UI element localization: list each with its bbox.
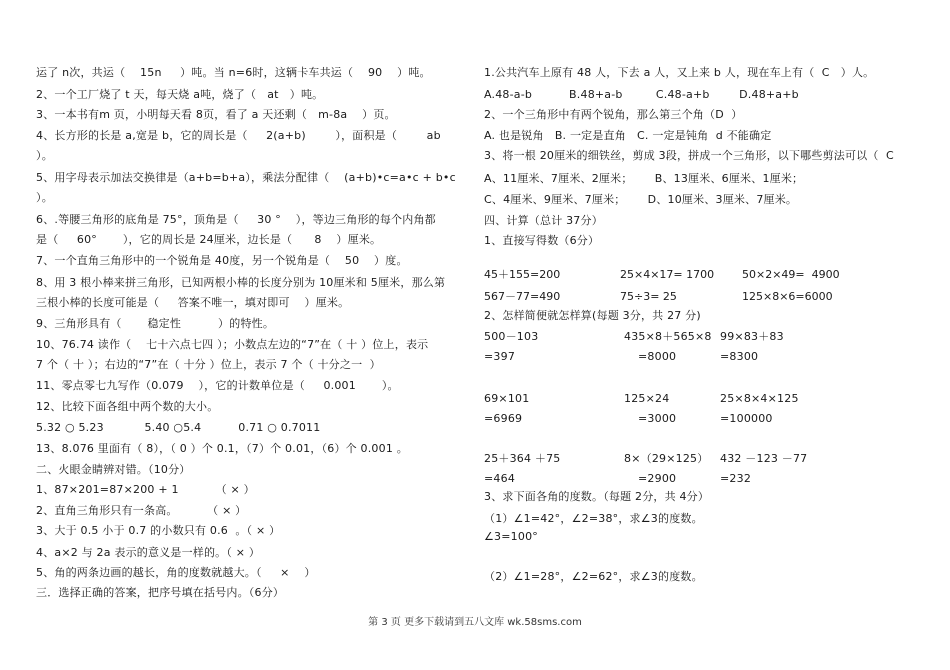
right-line: 2、一个三角形中有两个锐角，那么第三个角（D ）: [484, 108, 743, 121]
right-line: 1、直接写得数（6分）: [484, 234, 600, 247]
left-line: 三根小棒的长度可能是（ 答案不唯一，填对即可 ）厘米。: [36, 296, 350, 309]
calc-result: =8000: [638, 350, 677, 363]
left-line: 5.32 ○ 5.23 5.40 ○5.4 0.71 ○ 0.7011: [36, 421, 321, 434]
left-line: 1、87×201=87×200 + 1 （ × ）: [36, 483, 255, 496]
angle2-question: （2）∠1=28°，∠2=62°，求∠3的度数。: [484, 570, 703, 583]
calc-expression: 435×8＋565×8: [624, 330, 712, 343]
left-line: 10、76.74 读作（ 七十六点七四 ）；小数点左边的“7”在（ 十 ）位上，表示: [36, 338, 429, 351]
calc-result: =2900: [638, 472, 677, 485]
angle1-answer: ∠3=100°: [484, 530, 538, 543]
calc-expression: 25＋364 ＋75: [484, 452, 561, 465]
right-line: A、11厘米、7厘米、2厘米； B、13厘米、6厘米、1厘米；: [484, 172, 804, 185]
page-footer: 第 3 页 更多下载请到五八文库 wk.58sms.com: [368, 617, 582, 628]
right-line: 四、计算（总计 37分）: [484, 214, 603, 227]
calc-expression: 8×（29×125）: [624, 452, 709, 465]
left-line: 7、一个直角三角形中的一个锐角是 40度，另一个锐角是（ 50 ）度。: [36, 254, 408, 267]
right-line: 1.公共汽车上原有 48 人，下去 a 人，又上来 b 人，现在车上有（ C ）人。: [484, 66, 875, 79]
left-line: 4、a×2 与 2a 表示的意义是一样的。（ × ）: [36, 546, 261, 559]
direct-item: 50×2×49= 4900: [742, 268, 840, 281]
calc-expression: 99×83＋83: [720, 330, 784, 343]
calc-expression: 69×101: [484, 392, 530, 405]
calc-result: =6969: [484, 412, 523, 425]
left-line: 12、比较下面各组中两个数的大小。: [36, 400, 219, 413]
right-line: C、4厘米、9厘米、7厘米； D、10厘米、3厘米、7厘米。: [484, 193, 798, 206]
calc-expression: 125×24: [624, 392, 670, 405]
direct-item: 25×4×17= 1700: [620, 268, 715, 281]
calc-result: =3000: [638, 412, 677, 425]
right-line: A. 也是锐角 B. 一定是直角 C. 一定是钝角 d 不能确定: [484, 129, 772, 142]
left-line: 8、用 3 根小棒来拼三角形，已知两根小棒的长度分别为 10厘米和 5厘米，那么第: [36, 276, 446, 289]
left-line: 是（ 60° ），它的周长是 24厘米，边长是（ 8 ）厘米。: [36, 233, 382, 246]
calc-result: =232: [720, 472, 752, 485]
calc-result: =100000: [720, 412, 773, 425]
left-line: ）。: [36, 149, 53, 162]
direct-item: 125×8×6=6000: [742, 290, 833, 303]
left-line: 运了 n次，共运（ 15n ）吨。当 n=6时，这辆卡车共运（ 90 ）吨。: [36, 66, 431, 79]
left-line: 9、三角形具有（ 稳定性 ）的特性。: [36, 317, 275, 330]
direct-item: 75÷3= 25: [620, 290, 677, 303]
left-line: 2、直角三角形只有一条高。 （ × ）: [36, 504, 247, 517]
angle1-question: （1）∠1=42°，∠2=38°，求∠3的度数。: [484, 512, 703, 525]
right-line: 3、将一根 20厘米的细铁丝，剪成 3段，拼成一个三角形，以下哪些剪法可以（ C: [484, 149, 894, 162]
calc-result: =8300: [720, 350, 759, 363]
calc-expression: 432 －123 －77: [720, 452, 808, 465]
calc-result: =397: [484, 350, 516, 363]
left-line: 6、.等腰三角形的底角是 75°，顶角是（ 30 ° ），等边三角形的每个内角都: [36, 213, 436, 226]
left-line: 二、火眼金睛辨对错。（10分）: [36, 463, 191, 476]
left-line: ）。: [36, 191, 53, 204]
left-line: 13、8.076 里面有（ 8），（ 0 ）个 0.1，（7）个 0.01，（6）个 0.001 。: [36, 442, 408, 455]
left-line: 3、一本书有m 页，小明每天看 8页，看了 a 天还剩（ m-8a ）页。: [36, 108, 396, 121]
calc-expression: 500－103: [484, 330, 539, 343]
left-line: 11、零点零七九写作（0.079 ），它的计数单位是（ 0.001 ）。: [36, 379, 399, 392]
right-line: A.48-a-b B.48+a-b C.48-a+b D.48+a+b: [484, 88, 799, 101]
left-line: 三．选择正确的答案，把序号填在括号内。（6分）: [36, 586, 285, 599]
left-line: 5、用字母表示加法交换律是（a+b=b+a），乘法分配律（ (a+b)•c=a•c + b•c: [36, 171, 456, 184]
left-line: 2、一个工厂烧了 t 天，每天烧 a吨，烧了（ at ）吨。: [36, 88, 324, 101]
direct-item: 45＋155=200: [484, 268, 561, 281]
calc-result: =464: [484, 472, 516, 485]
left-line: 3、大于 0.5 小于 0.7 的小数只有 0.6 。（ × ）: [36, 524, 281, 537]
direct-item: 567－77=490: [484, 290, 561, 303]
calc-expression: 25×8×4×125: [720, 392, 799, 405]
left-line: 5、角的两条边画的越长，角的度数就越大。（ × ）: [36, 566, 316, 579]
section2-title: 2、怎样简便就怎样算(每题 3分，共 27 分): [484, 309, 701, 322]
left-line: 7 个（ 十 ）；右边的“7”在（ 十分 ）位上，表示 7 个（ 十分之一 ）: [36, 358, 381, 371]
section3-title: 3、求下面各角的度数。（每题 2分，共 4分）: [484, 490, 710, 503]
left-line: 4、长方形的长是 a,宽是 b，它的周长是（ 2(a+b) ），面积是（ ab: [36, 129, 441, 142]
